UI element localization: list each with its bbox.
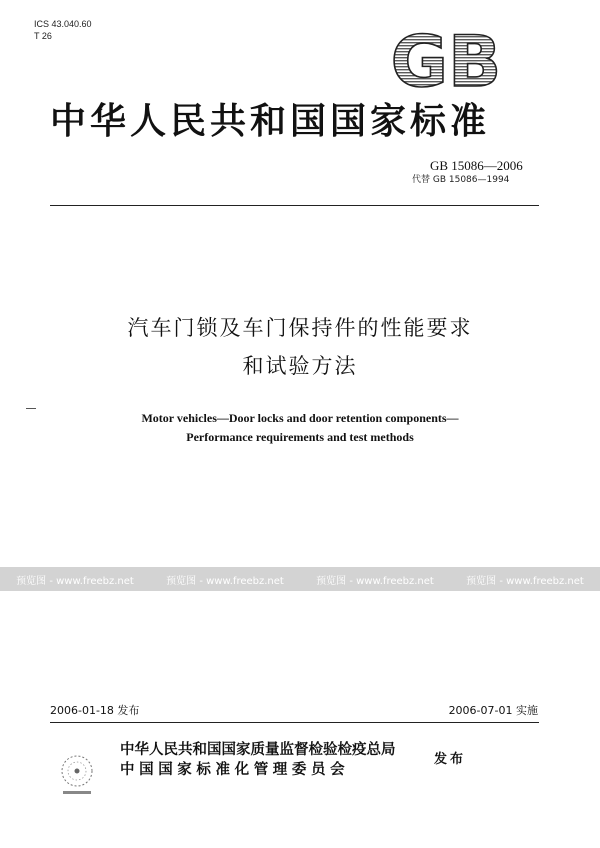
issuer-line1: 中华人民共和国国家质量监督检验检疫总局 bbox=[120, 741, 396, 758]
watermark-text: 预览图 - www.freebz.net bbox=[166, 575, 284, 587]
title-en-line2: Performance requirements and test methods bbox=[186, 430, 414, 444]
watermark-text: 预览图 - www.freebz.net bbox=[16, 575, 134, 587]
bottom-divider bbox=[50, 722, 539, 723]
watermark-text: 预览图 - www.freebz.net bbox=[316, 575, 434, 587]
title-cn-line2: 和试验方法 bbox=[242, 354, 358, 378]
title-cn-line1: 汽车门锁及车门保持件的性能要求 bbox=[127, 316, 473, 340]
implement-date: 2006-07-01 实施 bbox=[448, 704, 538, 717]
title-en-line1: Motor vehicles—Door locks and door retention components— bbox=[141, 411, 459, 425]
ccs-code: T 26 bbox=[34, 31, 52, 41]
gb-logo-text: GB bbox=[390, 24, 502, 94]
standard-org-title: 中华人民共和国国家标准 bbox=[50, 100, 491, 142]
issuer-line2: 中国国家标准化管理委员会 bbox=[120, 761, 350, 778]
seal-icon bbox=[58, 752, 96, 800]
gb-logo bbox=[386, 24, 506, 94]
issue-verb: 发布 bbox=[434, 752, 467, 767]
issue-date: 2006-01-18 发布 bbox=[50, 704, 140, 717]
ics-code: ICS 43.040.60 bbox=[34, 19, 92, 29]
standard-number: GB 15086—2006 bbox=[430, 158, 523, 173]
classification-codes bbox=[34, 18, 92, 42]
top-divider bbox=[50, 205, 539, 206]
watermark-text: 预览图 - www.freebz.net bbox=[466, 575, 584, 587]
watermark-band bbox=[0, 567, 600, 591]
standard-replaces: 代替 GB 15086—1994 bbox=[412, 175, 510, 185]
